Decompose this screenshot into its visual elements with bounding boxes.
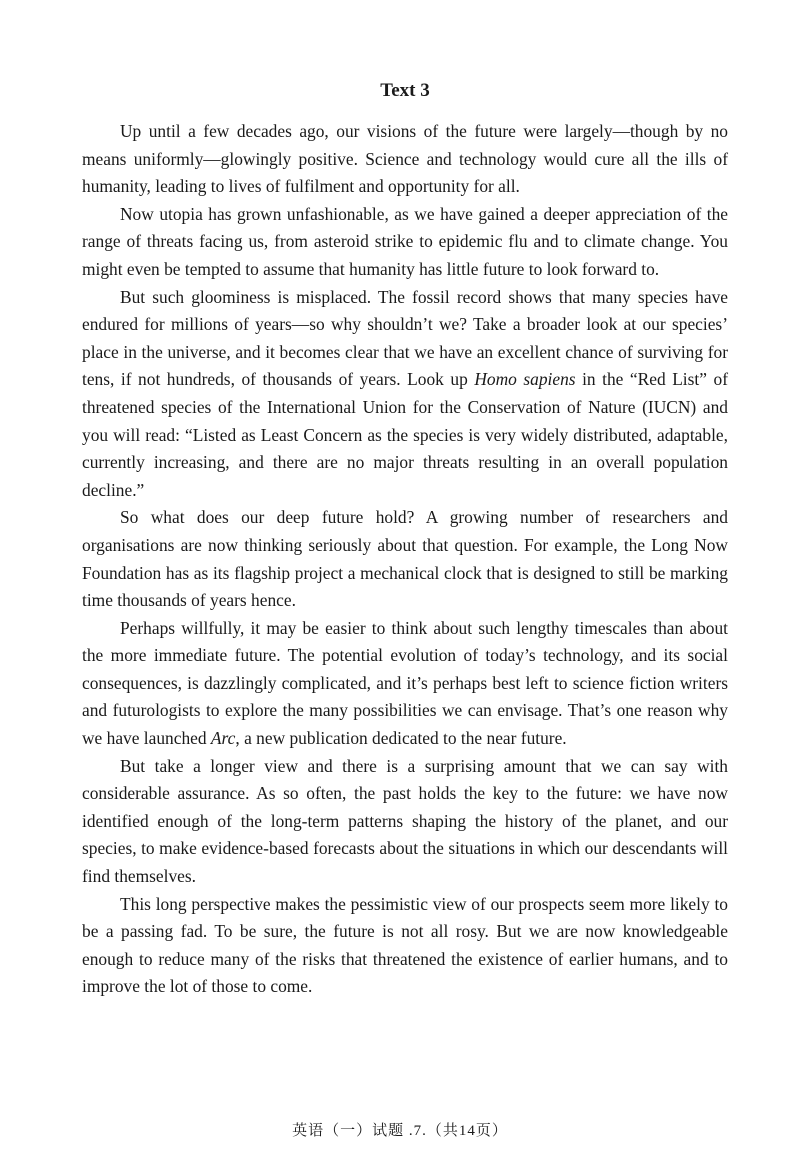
paragraph-7: This long perspective makes the pessimistic view of our prospects seem more likely to be a passing fad. To be sure, the future is not all rosy. But we are now knowledgeable enough to reduce many of the risks that threatened the existence of earlier humans, and to improve the lot of those to come. bbox=[82, 893, 728, 997]
paragraph-3-part1: But such gloominess is misplaced. The fossil record shows that many species have endured for millions of years—so why shouldn’t we? Take a broader look at our species’ place in the universe, and it becomes clear that we have an excellent chance of surviving for tens, if not hundreds, of thousands of years. Look up bbox=[82, 286, 728, 390]
text-title: Text 3 bbox=[380, 80, 430, 101]
paragraph-5 bbox=[82, 615, 728, 753]
paragraph-5-italic: Arc bbox=[210, 728, 236, 749]
paragraph-3-part2: in the “Red List” of threatened species of the International Union for the Conservation of Nature (IUCN) and you will read: “Listed as Least Concern as the species is very widely distributed, adaptable, currently increasing, and there are no major threats resulting in an overall population decline.” bbox=[82, 369, 728, 500]
paragraph-3-italic: Homo sapiens bbox=[474, 369, 576, 390]
page-footer: 英语（一）试题 .7.（共14页） bbox=[292, 1123, 508, 1139]
paragraph-3 bbox=[82, 284, 728, 505]
paragraph-5-part2: , a new publication dedicated to the near future. bbox=[235, 728, 567, 749]
document-page bbox=[82, 76, 728, 1001]
paragraph-1: Up until a few decades ago, our visions of the future were largely—though by no means uniformly—glowingly positive. Science and technology would cure all the ills of humanity, leading to lives of fulfilment and opportunity for all. bbox=[82, 121, 728, 197]
paragraph-5-part1: Perhaps willfully, it may be easier to think about such lengthy timescales than about the more immediate future. The potential evolution of today’s technology, and its social consequences, is dazzlingly complicated, and it’s perhaps best left to science fiction writers and futurologists to explore the many possibilities we can envisage. That’s one reason why we have launched bbox=[82, 617, 728, 749]
paragraph-4: So what does our deep future hold? A growing number of researchers and organisations are now thinking seriously about that question. For example, the Long Now Foundation has as its flagship project a mechanical clock that is designed to still be marking time thousands of years hence. bbox=[82, 507, 728, 611]
paragraph-2: Now utopia has grown unfashionable, as we have gained a deeper appreciation of the range of threats facing us, from asteroid strike to epidemic flu and to climate change. You might even be tempted to assume that humanity has little future to look forward to. bbox=[82, 203, 728, 279]
paragraph-6: But take a longer view and there is a surprising amount that we can say with considerable assurance. As so often, the past holds the key to the future: we have now identified enough of the long-term patterns shaping the history of the planet, and our species, to make evidence-based forecasts about the situations in which our descendants will find themselves. bbox=[82, 755, 728, 887]
